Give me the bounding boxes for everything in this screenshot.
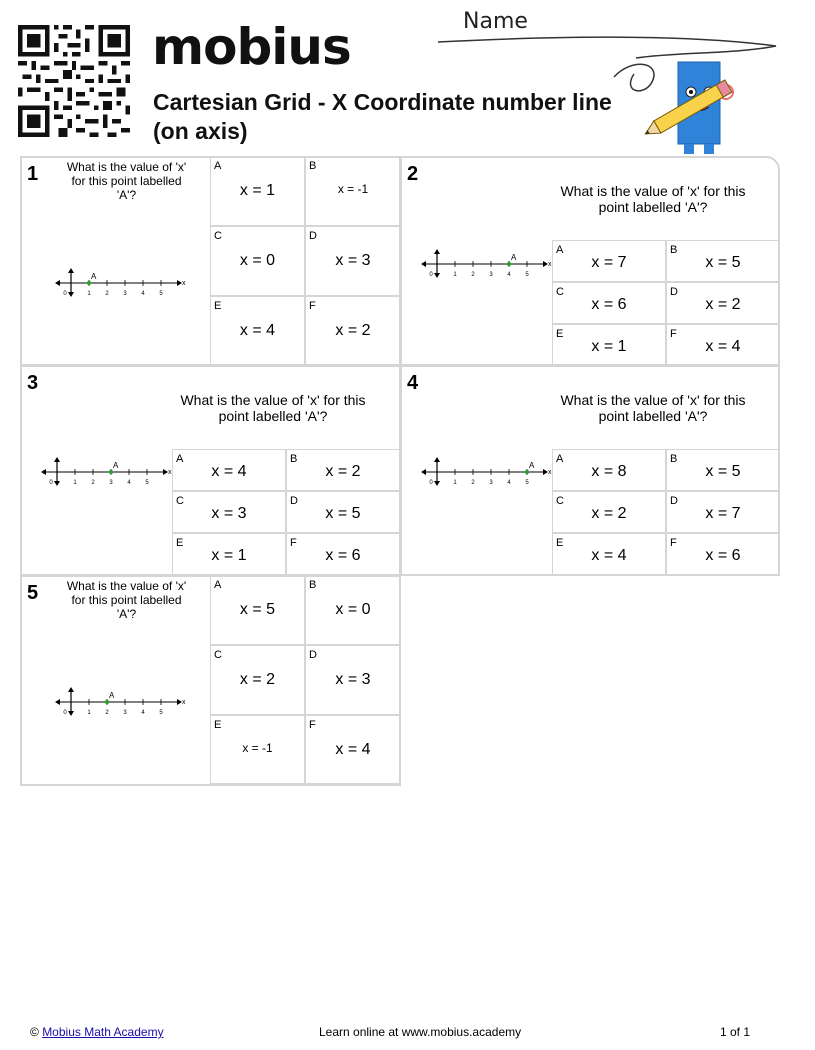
y-axis-down-arrow bbox=[434, 273, 440, 278]
option-a[interactable] bbox=[210, 575, 305, 645]
tick-label: 0 bbox=[49, 480, 53, 486]
x-axis-left-arrow bbox=[55, 280, 60, 286]
tick-label: 5 bbox=[159, 710, 163, 716]
footer-learn-online: Learn online at www.mobius.academy bbox=[319, 1025, 522, 1039]
option-b[interactable] bbox=[666, 240, 780, 282]
question-prompt: What is the value of 'x' for this point labelled 'A'? bbox=[560, 392, 746, 424]
option-f[interactable] bbox=[666, 324, 780, 366]
axis-label-x: x bbox=[168, 469, 172, 476]
tick-label: 2 bbox=[105, 710, 109, 716]
option-letter: F bbox=[309, 300, 316, 312]
tick-label: 5 bbox=[525, 480, 529, 486]
tick-label: 5 bbox=[159, 291, 163, 297]
option-value: x = 6 bbox=[705, 547, 741, 564]
tick-label: 0 bbox=[429, 480, 433, 486]
number-line bbox=[421, 247, 556, 284]
option-value: x = 1 bbox=[239, 182, 276, 199]
option-f[interactable] bbox=[305, 715, 401, 784]
option-a[interactable] bbox=[552, 240, 666, 282]
y-axis-up-arrow bbox=[434, 249, 440, 254]
option-letter: E bbox=[556, 328, 564, 340]
option-letter: E bbox=[214, 719, 222, 731]
option-e[interactable] bbox=[210, 715, 305, 784]
question-2 bbox=[400, 156, 780, 366]
tick-label: 1 bbox=[73, 480, 77, 486]
option-value: x = -1 bbox=[337, 182, 369, 196]
option-c[interactable] bbox=[210, 645, 305, 715]
option-value: x = 1 bbox=[211, 547, 247, 564]
question-prompt: What is the value of 'x' for this point labelled 'A'? bbox=[560, 183, 746, 215]
option-value: x = -1 bbox=[242, 741, 273, 755]
tick-label: 5 bbox=[145, 480, 149, 486]
number-line bbox=[55, 266, 190, 303]
option-letter: B bbox=[309, 579, 317, 591]
tick-label: 1 bbox=[87, 710, 91, 716]
option-letter: D bbox=[309, 230, 317, 242]
option-letter: C bbox=[176, 495, 184, 507]
option-letter: F bbox=[670, 537, 677, 549]
x-axis-left-arrow bbox=[421, 469, 426, 475]
point-a-dot bbox=[87, 281, 91, 285]
tick-label: 2 bbox=[91, 480, 95, 486]
y-axis-down-arrow bbox=[68, 711, 74, 716]
option-letter: A bbox=[176, 453, 184, 465]
option-c[interactable] bbox=[210, 226, 305, 296]
question-prompt: What is the value of 'x' for this point labelled 'A'? bbox=[180, 392, 366, 424]
tick-label: 1 bbox=[453, 480, 457, 486]
axis-label-x: x bbox=[182, 699, 186, 706]
option-c[interactable] bbox=[552, 491, 666, 533]
option-letter: B bbox=[670, 453, 678, 465]
option-value: x = 2 bbox=[325, 463, 361, 480]
footer-copyright bbox=[30, 1025, 164, 1039]
tick-label: 0 bbox=[63, 710, 67, 716]
option-f[interactable] bbox=[305, 296, 401, 365]
option-value: x = 8 bbox=[591, 463, 627, 480]
worksheet-title: Cartesian Grid - X Coordinate number line (on axis) bbox=[153, 89, 612, 144]
option-d[interactable] bbox=[666, 491, 780, 533]
x-axis-left-arrow bbox=[55, 699, 60, 705]
option-value: x = 5 bbox=[325, 505, 361, 522]
option-letter: C bbox=[214, 230, 222, 242]
option-letter: F bbox=[309, 719, 316, 731]
option-letter: A bbox=[556, 244, 564, 256]
option-value: x = 5 bbox=[705, 254, 741, 271]
answer-options bbox=[552, 449, 780, 575]
option-value: x = 3 bbox=[335, 671, 371, 688]
y-axis-up-arrow bbox=[434, 457, 440, 462]
question-number: 1 bbox=[27, 163, 39, 185]
option-letter: D bbox=[670, 495, 678, 507]
option-value: x = 3 bbox=[211, 505, 247, 522]
x-axis-left-arrow bbox=[421, 261, 426, 267]
y-axis-up-arrow bbox=[54, 457, 60, 462]
question-number: 3 bbox=[27, 372, 39, 394]
tick-label: 0 bbox=[429, 272, 433, 278]
tick-label: 3 bbox=[109, 480, 113, 486]
name-label: Name bbox=[463, 9, 528, 34]
option-b[interactable] bbox=[305, 156, 401, 226]
option-letter: E bbox=[214, 300, 222, 312]
option-letter: A bbox=[214, 579, 222, 591]
option-letter: C bbox=[556, 495, 564, 507]
option-value: x = 7 bbox=[705, 505, 741, 522]
option-value: x = 5 bbox=[239, 601, 276, 618]
option-e[interactable] bbox=[172, 533, 286, 575]
y-axis-down-arrow bbox=[68, 292, 74, 297]
y-axis-up-arrow bbox=[68, 687, 74, 692]
option-letter: E bbox=[556, 537, 564, 549]
axis-label-x: x bbox=[548, 261, 552, 268]
tick-label: 4 bbox=[507, 480, 511, 486]
option-value: x = 2 bbox=[591, 505, 627, 522]
option-letter: B bbox=[670, 244, 678, 256]
option-value: x = 6 bbox=[325, 547, 361, 564]
option-e[interactable] bbox=[552, 324, 666, 366]
tick-label: 1 bbox=[87, 291, 91, 297]
axis-label-x: x bbox=[182, 280, 186, 287]
mascot-illustration bbox=[612, 52, 742, 157]
option-value: x = 7 bbox=[591, 254, 627, 271]
option-b[interactable] bbox=[305, 575, 401, 645]
mobius-logo bbox=[152, 18, 351, 76]
option-value: x = 6 bbox=[591, 296, 627, 313]
option-value: x = 0 bbox=[335, 601, 371, 618]
tick-label: 4 bbox=[127, 480, 131, 486]
option-letter: C bbox=[214, 649, 222, 661]
logo-text: mobius bbox=[152, 18, 351, 76]
option-value: x = 3 bbox=[335, 252, 371, 269]
option-letter: A bbox=[556, 453, 564, 465]
option-letter: C bbox=[556, 286, 564, 298]
y-axis-down-arrow bbox=[434, 481, 440, 486]
option-e[interactable] bbox=[210, 296, 305, 365]
option-d[interactable] bbox=[666, 282, 780, 324]
question-3 bbox=[20, 365, 401, 576]
tick-label: 3 bbox=[123, 710, 127, 716]
option-c[interactable] bbox=[172, 491, 286, 533]
point-a-dot bbox=[507, 262, 511, 266]
option-c[interactable] bbox=[552, 282, 666, 324]
option-letter: B bbox=[290, 453, 298, 465]
tick-label: 3 bbox=[123, 291, 127, 297]
option-value: x = 2 bbox=[239, 671, 276, 688]
option-value: x = 2 bbox=[705, 296, 741, 313]
y-axis-up-arrow bbox=[68, 268, 74, 273]
number-line bbox=[421, 455, 556, 492]
option-value: x = 0 bbox=[239, 252, 276, 269]
question-prompt: What is the value of 'x' for this point labelled 'A'? bbox=[66, 579, 187, 621]
option-letter: F bbox=[290, 537, 297, 549]
option-letter: D bbox=[290, 495, 298, 507]
option-value: x = 4 bbox=[239, 322, 276, 339]
option-letter: D bbox=[670, 286, 678, 298]
footer-page-number: 1 of 1 bbox=[720, 1025, 751, 1039]
option-value: x = 2 bbox=[335, 322, 371, 339]
tick-label: 2 bbox=[471, 480, 475, 486]
point-a-dot bbox=[109, 470, 113, 474]
tick-label: 3 bbox=[489, 272, 493, 278]
option-value: x = 4 bbox=[591, 547, 627, 564]
tick-label: 4 bbox=[507, 272, 511, 278]
point-a-label: A bbox=[109, 691, 115, 700]
answer-options bbox=[210, 575, 401, 784]
question-prompt: What is the value of 'x' for this point labelled 'A'? bbox=[66, 160, 187, 202]
question-4 bbox=[400, 365, 780, 576]
question-5 bbox=[20, 575, 401, 786]
tick-label: 3 bbox=[489, 480, 493, 486]
x-axis-left-arrow bbox=[41, 469, 46, 475]
option-letter: B bbox=[309, 160, 317, 172]
option-value: x = 4 bbox=[335, 741, 371, 758]
point-a-dot bbox=[525, 470, 529, 474]
option-value: x = 4 bbox=[705, 338, 741, 355]
academy-link[interactable]: Mobius Math Academy bbox=[42, 1025, 164, 1039]
tick-label: 2 bbox=[471, 272, 475, 278]
option-a[interactable] bbox=[552, 449, 666, 491]
point-a-label: A bbox=[91, 272, 97, 281]
option-letter: A bbox=[214, 160, 222, 172]
point-a-label: A bbox=[113, 461, 119, 470]
option-letter: E bbox=[176, 537, 184, 549]
option-f[interactable] bbox=[666, 533, 780, 575]
tick-label: 1 bbox=[453, 272, 457, 278]
tick-label: 4 bbox=[141, 291, 145, 297]
option-value: x = 4 bbox=[211, 463, 247, 480]
option-a[interactable] bbox=[210, 156, 305, 226]
option-letter: F bbox=[670, 328, 677, 340]
option-a[interactable] bbox=[172, 449, 286, 491]
question-1 bbox=[20, 156, 401, 366]
option-b[interactable] bbox=[286, 449, 400, 491]
answer-options bbox=[172, 449, 400, 575]
axis-label-x: x bbox=[548, 469, 552, 476]
option-letter: D bbox=[309, 649, 317, 661]
y-axis-down-arrow bbox=[54, 481, 60, 486]
tick-label: 4 bbox=[141, 710, 145, 716]
answer-options bbox=[210, 156, 401, 365]
copyright-symbol: © bbox=[30, 1025, 39, 1039]
option-e[interactable] bbox=[552, 533, 666, 575]
option-d[interactable] bbox=[305, 226, 401, 296]
tick-label: 5 bbox=[525, 272, 529, 278]
option-b[interactable] bbox=[666, 449, 780, 491]
option-value: x = 5 bbox=[705, 463, 741, 480]
point-a-label: A bbox=[511, 253, 517, 262]
qr-code bbox=[18, 25, 130, 137]
question-number: 4 bbox=[407, 372, 419, 394]
tick-label: 2 bbox=[105, 291, 109, 297]
point-a-dot bbox=[105, 700, 109, 704]
question-number: 2 bbox=[407, 163, 419, 185]
tick-label: 0 bbox=[63, 291, 67, 297]
option-value: x = 1 bbox=[591, 338, 627, 355]
option-d[interactable] bbox=[286, 491, 400, 533]
point-a-label: A bbox=[529, 461, 535, 470]
answer-options bbox=[552, 240, 780, 366]
option-f[interactable] bbox=[286, 533, 400, 575]
option-d[interactable] bbox=[305, 645, 401, 715]
number-line bbox=[55, 685, 190, 722]
number-line bbox=[41, 455, 176, 492]
question-number: 5 bbox=[27, 582, 39, 604]
